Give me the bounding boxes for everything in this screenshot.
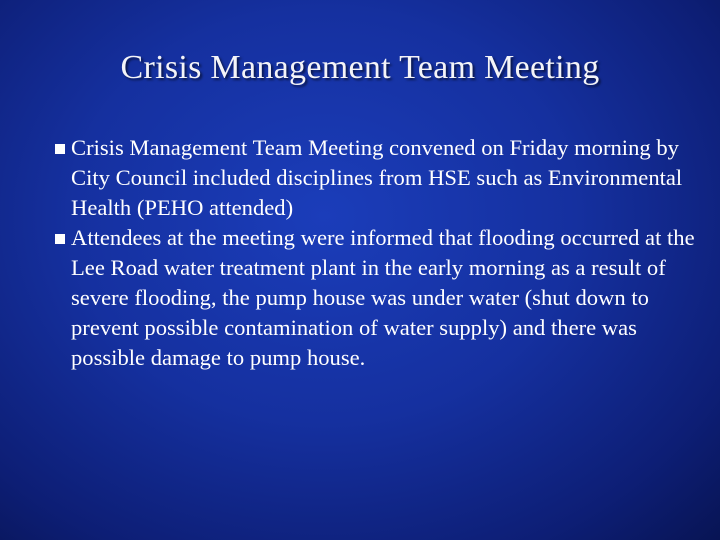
- bullet-list: [56, 133, 696, 373]
- bullet-item: [56, 133, 696, 223]
- bullet-text: Attendees at the meeting were informed that flooding occurred at the Lee Road water treatment plant in the early morning as a result of severe flooding, the pump house was under water (shut down to prevent possible contamination of water supply) and there was possible damage to pump house.: [71, 225, 695, 370]
- bullet-item: [56, 223, 696, 373]
- bullet-text: Crisis Management Team Meeting convened on Friday morning by City Council included disciplines from HSE such as Environmental Health (PEHO attended): [71, 135, 683, 220]
- square-bullet-icon: [55, 144, 65, 154]
- square-bullet-icon: [55, 234, 65, 244]
- slide-title: Crisis Management Team Meeting: [120, 49, 600, 86]
